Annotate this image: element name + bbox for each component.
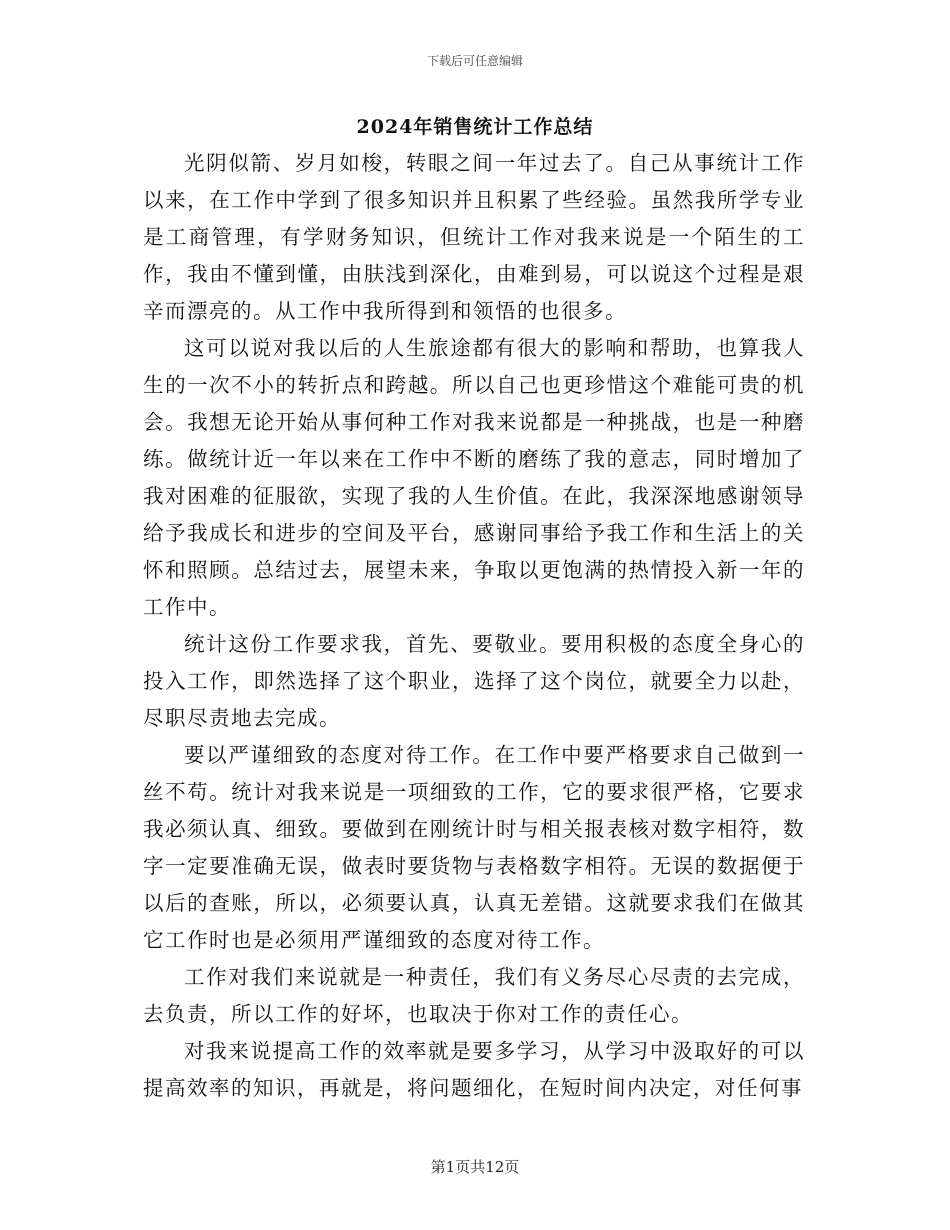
page-number: 第1页共12页 <box>430 1158 520 1176</box>
document-title: 2024年销售统计工作总结 <box>356 116 594 138</box>
paragraph: 光阴似箭、岁月如梭，转眼之间一年过去了。自己从事统计工作以来，在工作中学到了很多知识并且积累了些经验。虽然我所学专业是工商管理，有学财务知识，但统计工作对我来说是一个陌生的工作，我由不懂到懂，由肤浅到深化，由难到易，可以说这个过程是艰辛而漂亮的。从工作中我所得到和领悟的也很多。 <box>143 151 805 323</box>
paragraph: 要以严谨细致的态度对待工作。在工作中要严格要求自己做到一丝不苟。统计对我来说是一项细致的工作，它的要求很严格，它要求我必须认真、细致。要做到在刚统计时与相关报表核对数字相符，数字一定要准确无误，做表时要货物与表格数字相符。无误的数据便于以后的查账，所以，必须要认真，认真无差错。这就要求我们在做其它工作时也是必须用严谨细致的态度对待工作。 <box>143 743 805 952</box>
header-note: 下载后可任意编辑 <box>426 54 523 68</box>
paragraph: 这可以说对我以后的人生旅途都有很大的影响和帮助，也算我人生的一次不小的转折点和跨越。所以自己也更珍惜这个难能可贵的机会。我想无论开始从事何种工作对我来说都是一种挑战，也是一种磨练。做统计近一年以来在工作中不断的磨练了我的意志，同时增加了我对困难的征服欲，实现了我的人生价值。在此，我深深地感谢领导给予我成长和进步的空间及平台，感谢同事给予我工作和生活上的关怀和照顾。总结过去，展望未来，争取以更饱满的热情投入新一年的工作中。 <box>143 336 805 619</box>
document-body <box>143 145 805 1107</box>
paragraph: 统计这份工作要求我，首先、要敬业。要用积极的态度全身心的投入工作，即然选择了这个职业，选择了这个岗位，就要全力以赴，尽职尽责地去完成。 <box>143 632 805 730</box>
paragraph: 对我来说提高工作的效率就是要多学习，从学习中汲取好的可以提高效率的知识，再就是，将问题细化，在短时间内决定，对任何事 <box>143 1039 805 1100</box>
paragraph: 工作对我们来说就是一种责任，我们有义务尽心尽责的去完成，去负责，所以工作的好坏，也取决于你对工作的责任心。 <box>143 965 805 1026</box>
